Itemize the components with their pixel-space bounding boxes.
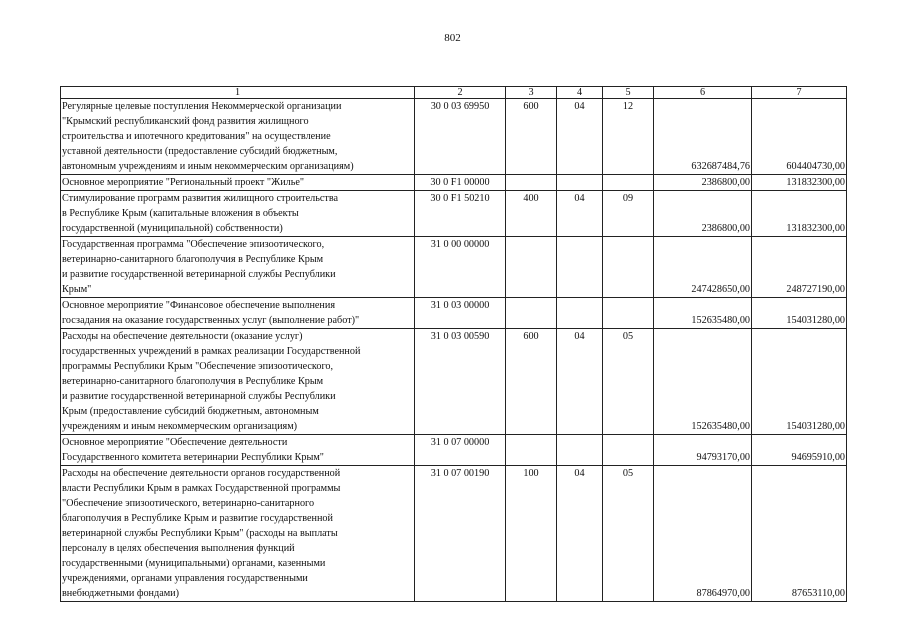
row-code: 30 0 F1 00000: [415, 175, 506, 191]
row-amount-7: 131832300,00: [752, 175, 847, 191]
col-header-5: 5: [603, 87, 654, 99]
row-col4: 04: [557, 99, 603, 175]
row-code: 31 0 00 00000: [415, 237, 506, 298]
row-name: Государственная программа "Обеспечение эпизоотического, ветеринарно-санитарного благополучия в Республике Крым и развитие государственной ветеринарной службы Республики Крым": [61, 237, 415, 298]
row-code: 30 0 F1 50210: [415, 191, 506, 237]
table-row: [61, 435, 847, 466]
row-name: Расходы на обеспечение деятельности (оказание услуг) государственных учреждений в рамках реализации Государственной программы Республики Крым "Обеспечение эпизоотического, ветеринарно-санитарного благополучия в Республике Крым и развитие государственной ветеринарной службы Республики Крым (предоставление субсидий бюджетным, автономным учреждениям и иным некоммерческим организациям): [61, 329, 415, 435]
row-col4: [557, 298, 603, 329]
row-amount-6: 94793170,00: [654, 435, 752, 466]
row-amount-7: 87653110,00: [752, 466, 847, 602]
row-name: Основное мероприятие "Региональный проект "Жилье": [61, 175, 415, 191]
row-amount-7: 604404730,00: [752, 99, 847, 175]
table-row: [61, 99, 847, 175]
row-col3: [506, 298, 557, 329]
row-col5: [603, 298, 654, 329]
row-amount-7: 154031280,00: [752, 298, 847, 329]
row-col3: [506, 175, 557, 191]
row-col4: [557, 435, 603, 466]
col-header-4: 4: [557, 87, 603, 99]
row-code: 30 0 03 69950: [415, 99, 506, 175]
row-amount-7: 248727190,00: [752, 237, 847, 298]
row-col4: 04: [557, 466, 603, 602]
header-row: [61, 87, 847, 99]
table-row: [61, 466, 847, 602]
row-amount-6: 247428650,00: [654, 237, 752, 298]
col-header-1: 1: [61, 87, 415, 99]
row-name: Расходы на обеспечение деятельности органов государственной власти Республики Крым в рамках Государственной программы "Обеспечение эпизоотического, ветеринарно-санитарного благополучия в Республике Крым и развитие государственной ветеринарной службы Республики Крым" (расходы на выплаты персоналу в целях обеспечения выполнения функций государственными (муниципальными) органами, казенными учреждениями, органами управления государственными внебюджетными фондами): [61, 466, 415, 602]
row-col3: 600: [506, 99, 557, 175]
row-col3: [506, 237, 557, 298]
row-amount-6: 632687484,76: [654, 99, 752, 175]
col-header-7: 7: [752, 87, 847, 99]
row-code: 31 0 07 00000: [415, 435, 506, 466]
row-col5: [603, 175, 654, 191]
row-amount-6: 2386800,00: [654, 175, 752, 191]
row-col4: 04: [557, 191, 603, 237]
row-col5: 05: [603, 466, 654, 602]
row-name: Основное мероприятие "Обеспечение деятельности Государственного комитета ветеринарии Республики Крым": [61, 435, 415, 466]
row-col3: 600: [506, 329, 557, 435]
table-row: [61, 191, 847, 237]
row-col4: [557, 237, 603, 298]
table-row: [61, 329, 847, 435]
row-col3: 100: [506, 466, 557, 602]
table-row: [61, 298, 847, 329]
row-amount-7: 94695910,00: [752, 435, 847, 466]
row-amount-6: 87864970,00: [654, 466, 752, 602]
row-col4: 04: [557, 329, 603, 435]
table-row: [61, 175, 847, 191]
table-row: [61, 237, 847, 298]
row-col3: 400: [506, 191, 557, 237]
row-col3: [506, 435, 557, 466]
row-col5: 09: [603, 191, 654, 237]
row-col5: [603, 435, 654, 466]
row-code: 31 0 03 00000: [415, 298, 506, 329]
row-amount-6: 152635480,00: [654, 329, 752, 435]
row-col5: 05: [603, 329, 654, 435]
row-code: 31 0 03 00590: [415, 329, 506, 435]
row-code: 31 0 07 00190: [415, 466, 506, 602]
row-amount-6: 2386800,00: [654, 191, 752, 237]
col-header-6: 6: [654, 87, 752, 99]
row-col5: [603, 237, 654, 298]
budget-table: [60, 86, 847, 602]
row-amount-6: 152635480,00: [654, 298, 752, 329]
col-header-3: 3: [506, 87, 557, 99]
page-number: 802: [444, 32, 461, 44]
row-name: Основное мероприятие "Финансовое обеспечение выполнения госзадания на оказание государственных услуг (выполнение работ)": [61, 298, 415, 329]
col-header-2: 2: [415, 87, 506, 99]
row-amount-7: 154031280,00: [752, 329, 847, 435]
row-name: Регулярные целевые поступления Некоммерческой организации "Крымский республиканский фонд развития жилищного строительства и ипотечного кредитования" на осуществление уставной деятельности (предоставление субсидий бюджетным, автономным учреждениям и иным некоммерческим организациям): [61, 99, 415, 175]
row-amount-7: 131832300,00: [752, 191, 847, 237]
row-col4: [557, 175, 603, 191]
row-col5: 12: [603, 99, 654, 175]
row-name: Стимулирование программ развития жилищного строительства в Республике Крым (капитальные вложения в объекты государственной (муниципальной) собственности): [61, 191, 415, 237]
